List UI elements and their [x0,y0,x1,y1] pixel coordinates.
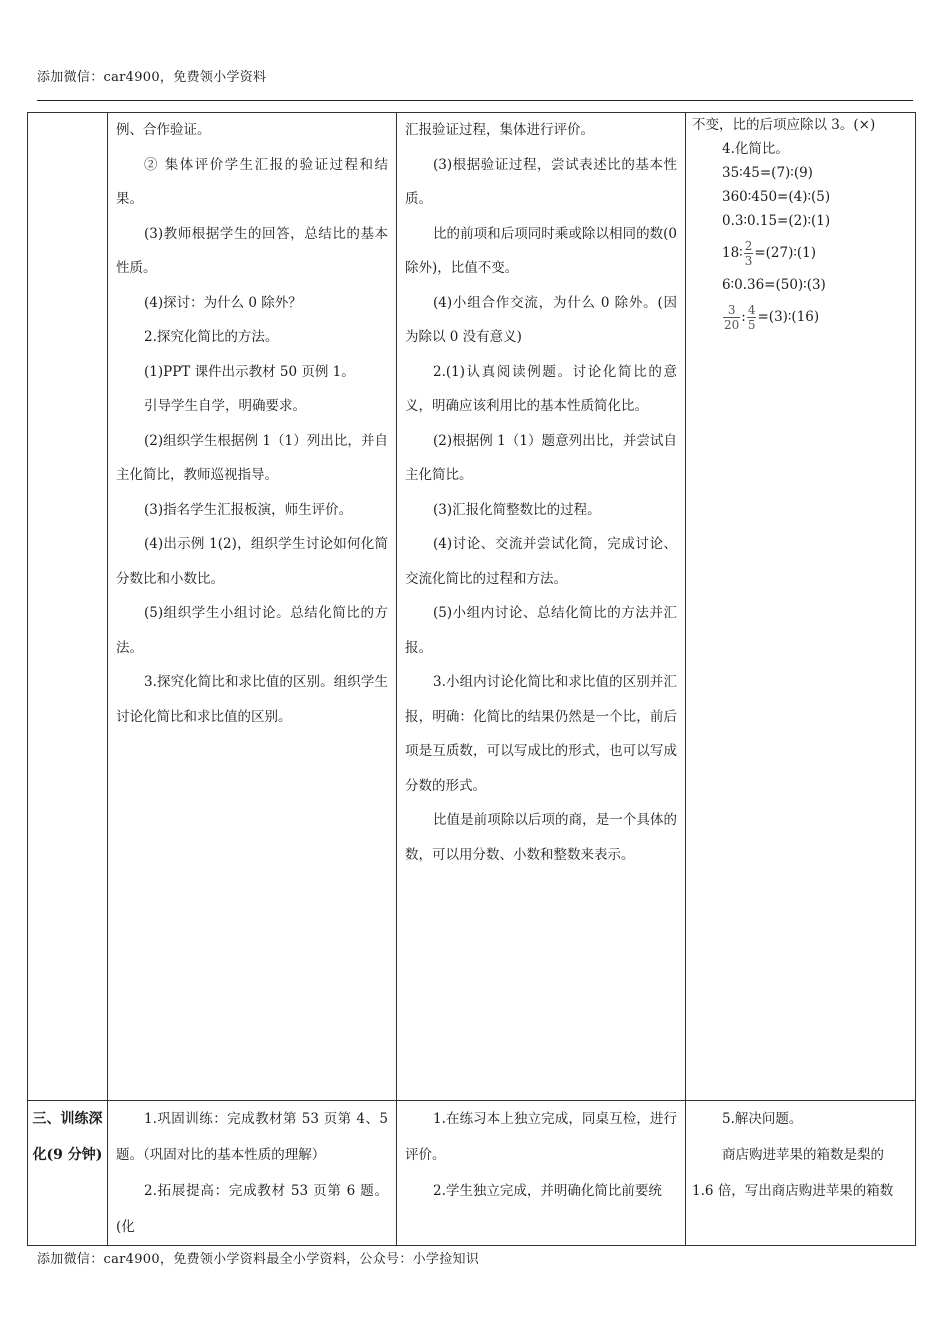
fraction [744,239,754,268]
fraction-numerator: 2 [744,239,753,253]
exercise-title: 5.解决问题。 [722,1111,803,1127]
teacher-line: (3)教师根据学生的回答，总结比的基本性质。 [116,225,388,276]
fraction-numerator: 3 [723,303,740,318]
exercise-title: 4.化简比。 [722,141,789,157]
teacher-line: 例、合作验证。 [116,122,211,138]
exercise-line: 0.3∶0.15=(2)∶(1) [722,213,831,229]
exercise-line-fraction [692,297,909,337]
student-line: (5)小组内讨论、总结化简比的方法并汇报。 [405,605,677,656]
stage-label: 三、训练深化(9 分钟) [32,1111,103,1163]
teacher-activity-cell [108,113,397,1101]
exercise-cell [686,1101,916,1246]
student-activity-cell [397,1101,686,1246]
exercise-line: 商店购进苹果的箱数是梨的 1.6 倍，写出商店购进苹果的箱数 [692,1147,894,1199]
student-line: 2.(1)认真阅读例题。讨论化简比的意义，明确应该利用比的基本性质简化比。 [405,363,677,414]
teacher-line: 2.探究化简比的方法。 [144,329,279,345]
teacher-activity-cell [108,1101,397,1246]
exercise-cell [686,113,916,1101]
stage-cell [28,113,108,1101]
student-activity-cell [397,113,686,1101]
student-line: (3)汇报化简整数比的过程。 [433,501,601,518]
teacher-line: 3.探究化简比和求比值的区别。组织学生讨论化简比和求比值的区别。 [116,674,388,725]
exercise-line: 6∶0.36=(50)∶(3) [722,277,826,293]
teacher-line: 2.拓展提高：完成教材 53 页第 6 题。(化 [116,1183,388,1235]
teacher-line: 引导学生自学，明确要求。 [144,398,306,414]
student-line: (4)小组合作交流，为什么 0 除外。(因为除以 0 没有意义) [405,294,677,345]
teacher-line: (2)组织学生根据例 1（1）列出比，并自主化简比，教师巡视指导。 [116,432,388,483]
student-line: 3.小组内讨论化简比和求比值的区别并汇报，明确：化简比的结果仍然是一个比，前后项是互质数，可以写成比的形式，也可以写成分数的形式。 [405,674,677,794]
student-line: 1.在练习本上独立完成，同桌互检，进行评价。 [405,1111,677,1163]
lesson-plan-table [27,112,916,1246]
fraction-denominator: 3 [744,254,753,268]
student-line: (4)讨论、交流并尝试化简，完成讨论、交流化简比的过程和方法。 [405,536,677,587]
fraction-denominator: 20 [724,318,740,332]
fraction-suffix: =(27)∶(1) [754,245,817,261]
page-header: 添加微信：car4900，免费领小学资料 [37,70,267,85]
header-divider [37,100,913,101]
teacher-line: 1.巩固训练：完成教材第 53 页第 4、5 题。（巩固对比的基本性质的理解） [116,1111,388,1163]
student-line: (3)根据验证过程，尝试表述比的基本性质。 [405,156,677,207]
stage-cell [28,1101,108,1246]
fraction-numerator: 4 [747,303,756,317]
page-footer: 添加微信：car4900，免费领小学资料最全小学资料，公众号：小学捡知识 [37,1252,480,1267]
teacher-line: (4)探讨：为什么 0 除外？ [144,294,302,311]
fraction-suffix: =(3)∶(16) [757,309,820,325]
fraction-denominator: 5 [747,318,756,332]
fraction-prefix: 18∶ [722,245,743,261]
teacher-line: (5)组织学生小组讨论。总结化简比的方法。 [116,605,388,656]
student-line: (2)根据例 1（1）题意列出比，并尝试自主化简比。 [405,432,677,483]
fraction [747,303,757,332]
teacher-line: (4)出示例 1(2)，组织学生讨论如何化简分数比和小数比。 [116,536,388,587]
student-line: 比值是前项除以后项的商，是一个具体的数，可以用分数、小数和整数来表示。 [405,812,677,863]
teacher-line: ② 集体评价学生汇报的验证过程和结果。 [116,156,388,207]
student-line: 比的前项和后项同时乘或除以相同的数(0 除外)，比值不变。 [405,225,677,276]
table-row [28,1101,916,1246]
student-line: 汇报验证过程，集体进行评价。 [405,122,594,138]
exercise-line: 360∶450=(4)∶(5) [722,189,831,205]
table-row [28,113,916,1101]
exercise-line-fraction [692,233,909,273]
teacher-line: (1)PPT 课件出示教材 50 页例 1。 [144,363,355,380]
fraction-separator: : [741,309,746,325]
fraction [723,303,740,332]
teacher-line: (3)指名学生汇报板演，师生评价。 [144,501,353,518]
student-line: 2.学生独立完成，并明确化简比前要统 [433,1183,662,1199]
exercise-line: 不变，比的后项应除以 3。(×) [692,117,876,133]
exercise-line: 35∶45=(7)∶(9) [722,165,813,181]
